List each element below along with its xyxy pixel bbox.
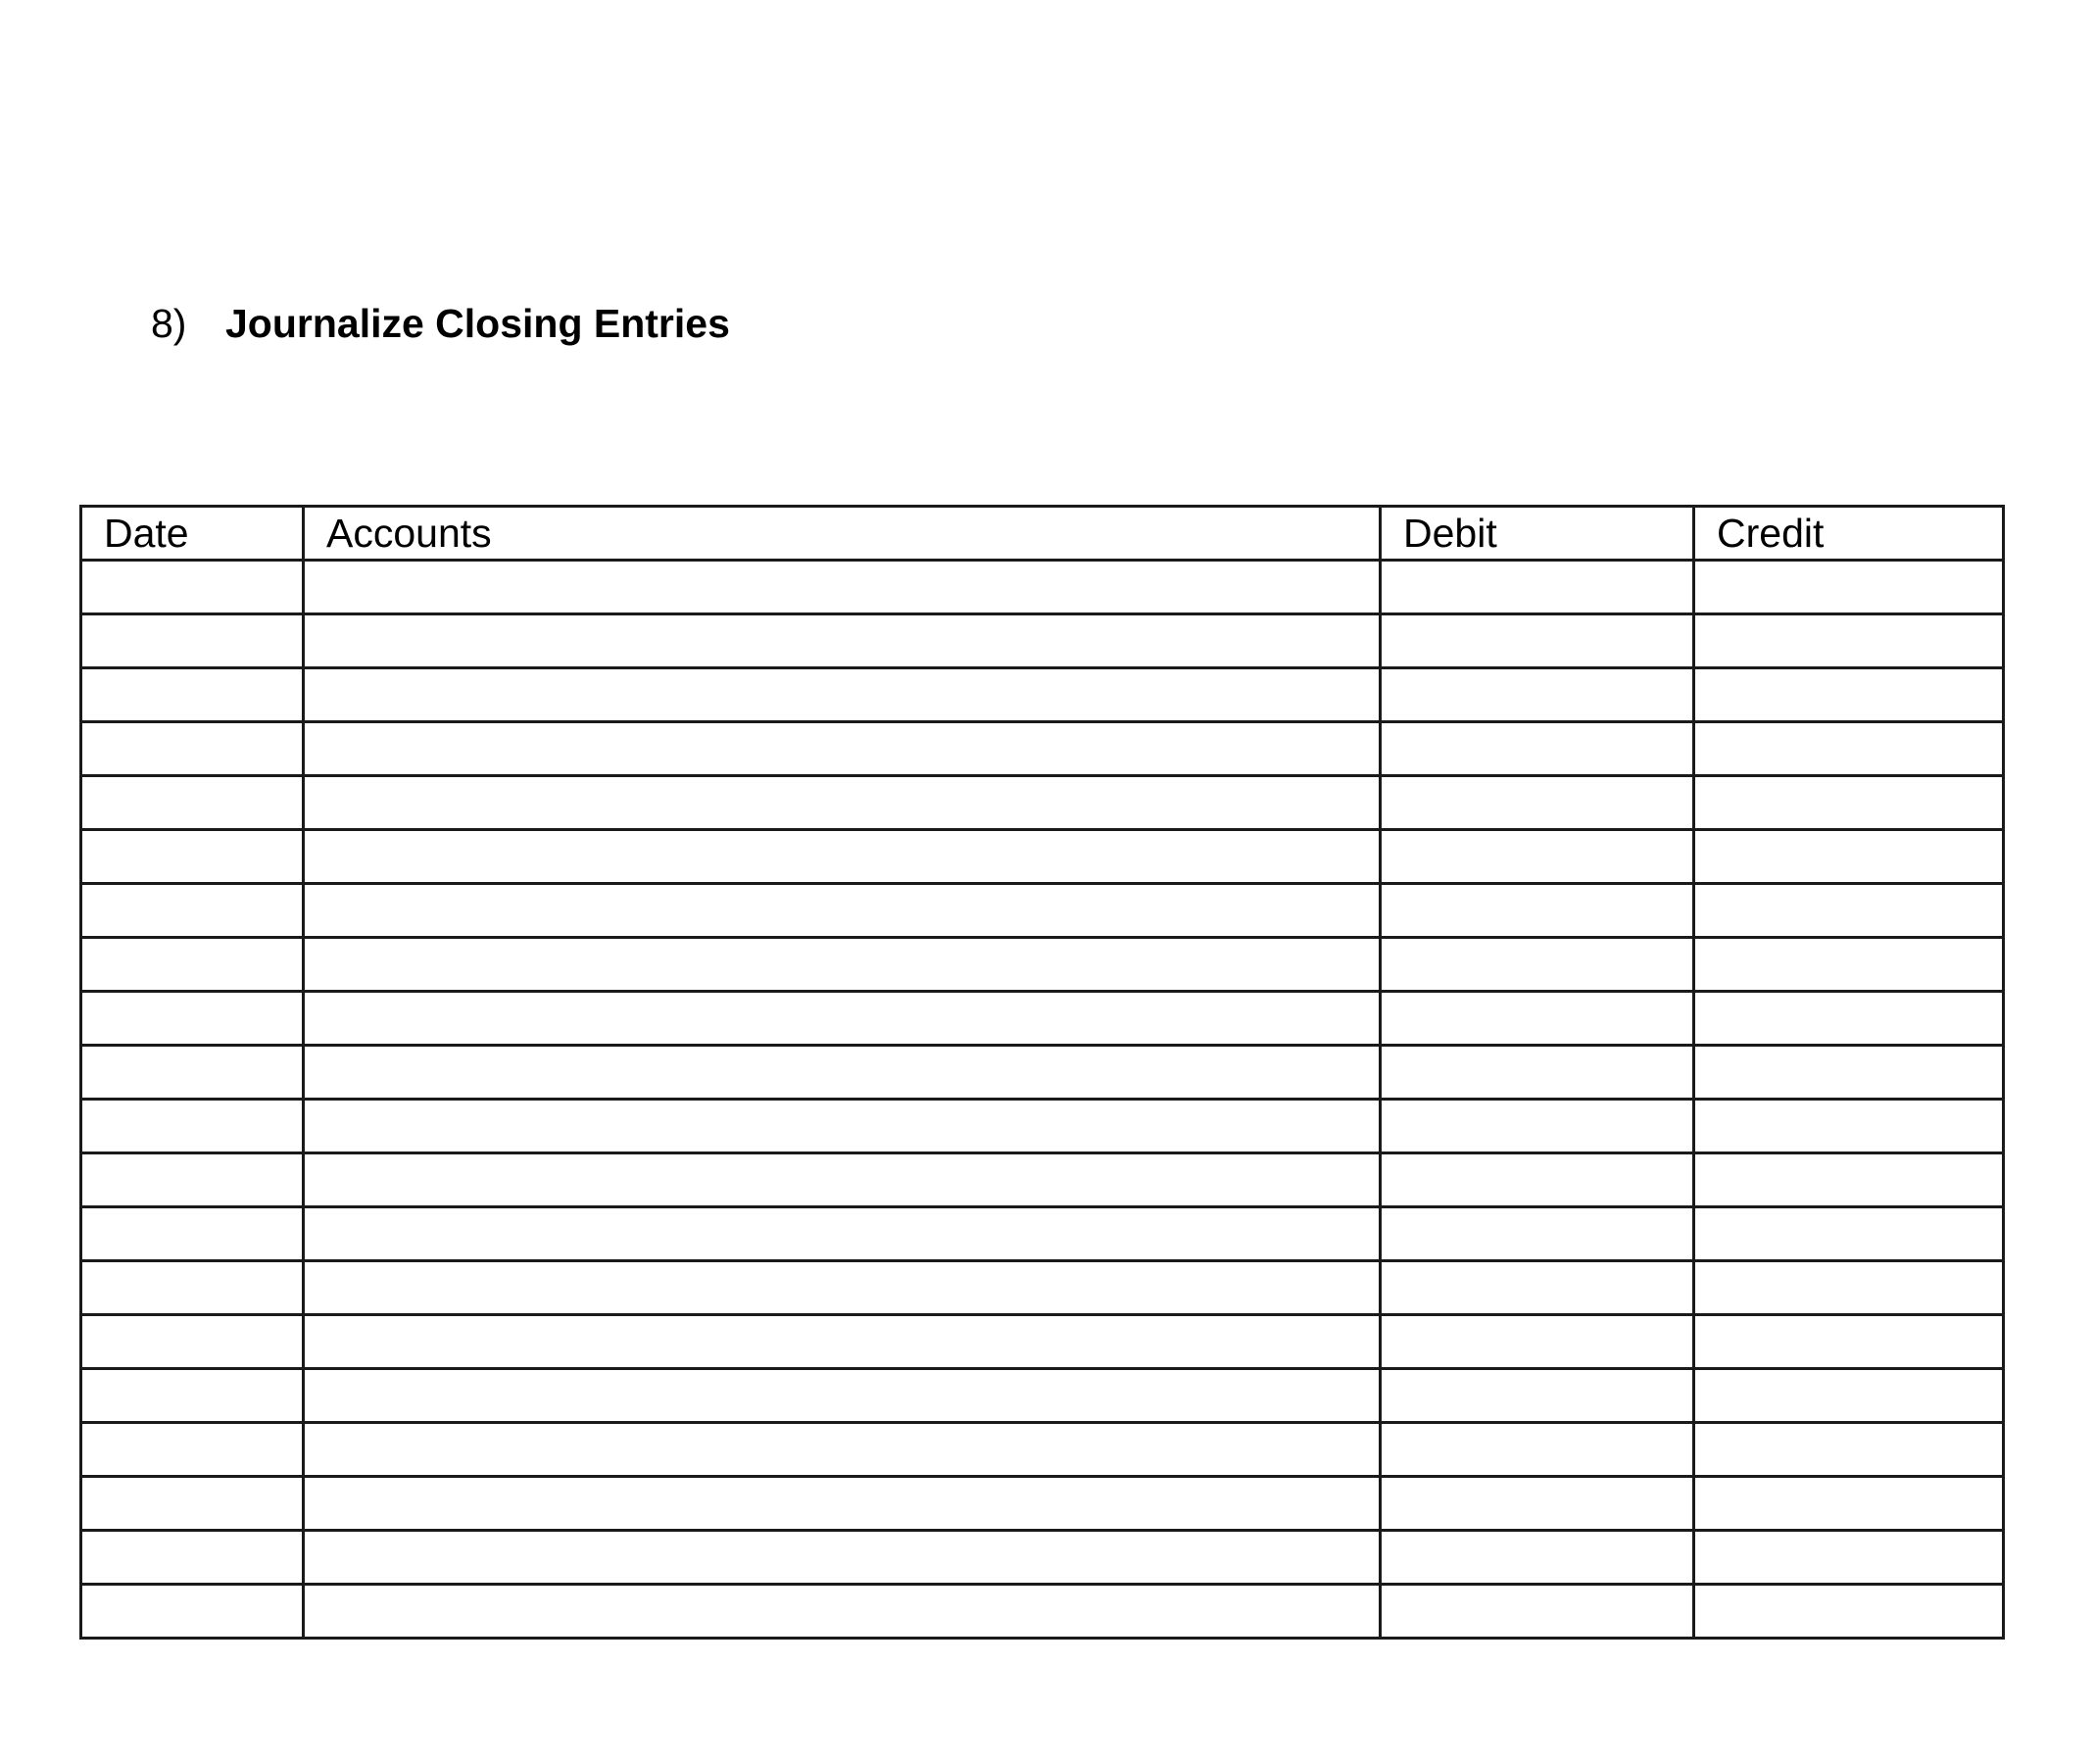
credit-cell[interactable]: [1694, 1207, 2004, 1261]
credit-cell[interactable]: [1694, 668, 2004, 722]
date-cell[interactable]: [81, 614, 304, 668]
accounts-cell[interactable]: [304, 830, 1381, 884]
section-title: Journalize Closing Entries: [225, 301, 730, 346]
debit-cell[interactable]: [1381, 614, 1694, 668]
accounts-cell[interactable]: [304, 1423, 1381, 1477]
table-row: [81, 561, 2004, 614]
table-row: [81, 614, 2004, 668]
accounts-cell[interactable]: [304, 1531, 1381, 1585]
accounts-cell[interactable]: [304, 776, 1381, 830]
credit-cell[interactable]: [1694, 992, 2004, 1046]
table-row: [81, 884, 2004, 938]
accounts-cell[interactable]: [304, 1046, 1381, 1100]
date-cell[interactable]: [81, 1423, 304, 1477]
table-row: [81, 1207, 2004, 1261]
table-row: [81, 1261, 2004, 1315]
accounts-cell[interactable]: [304, 938, 1381, 992]
journal-table: [79, 505, 2005, 1640]
date-cell[interactable]: [81, 668, 304, 722]
debit-cell[interactable]: [1381, 938, 1694, 992]
date-cell[interactable]: [81, 561, 304, 614]
column-header-date: Date: [81, 507, 304, 561]
date-cell[interactable]: [81, 1585, 304, 1639]
accounts-cell[interactable]: [304, 1207, 1381, 1261]
table-row: [81, 1100, 2004, 1153]
credit-cell[interactable]: [1694, 1423, 2004, 1477]
debit-cell[interactable]: [1381, 1153, 1694, 1207]
date-cell[interactable]: [81, 1531, 304, 1585]
table-row: [81, 776, 2004, 830]
header-row: [81, 507, 2004, 561]
accounts-cell[interactable]: [304, 1477, 1381, 1531]
date-cell[interactable]: [81, 1046, 304, 1100]
column-header-accounts: Accounts: [304, 507, 1381, 561]
accounts-cell[interactable]: [304, 614, 1381, 668]
date-cell[interactable]: [81, 1261, 304, 1315]
section-number: 8): [151, 301, 187, 346]
table-row: [81, 830, 2004, 884]
table-row: [81, 722, 2004, 776]
date-cell[interactable]: [81, 1369, 304, 1423]
date-cell[interactable]: [81, 776, 304, 830]
table-row: [81, 1477, 2004, 1531]
debit-cell[interactable]: [1381, 992, 1694, 1046]
table-row: [81, 1423, 2004, 1477]
credit-cell[interactable]: [1694, 1046, 2004, 1100]
credit-cell[interactable]: [1694, 776, 2004, 830]
column-header-debit: Debit: [1381, 507, 1694, 561]
table-row: [81, 1369, 2004, 1423]
credit-cell[interactable]: [1694, 722, 2004, 776]
table-row: [81, 1585, 2004, 1639]
credit-cell[interactable]: [1694, 1315, 2004, 1369]
table-row: [81, 1046, 2004, 1100]
date-cell[interactable]: [81, 1207, 304, 1261]
accounts-cell[interactable]: [304, 1100, 1381, 1153]
table-row: [81, 1531, 2004, 1585]
debit-cell[interactable]: [1381, 1585, 1694, 1639]
date-cell[interactable]: [81, 884, 304, 938]
credit-cell[interactable]: [1694, 1100, 2004, 1153]
table-row: [81, 938, 2004, 992]
debit-cell[interactable]: [1381, 1369, 1694, 1423]
accounts-cell[interactable]: [304, 992, 1381, 1046]
journal-body: [81, 561, 2004, 1639]
accounts-cell[interactable]: [304, 884, 1381, 938]
table-row: [81, 1153, 2004, 1207]
section-heading: [151, 298, 730, 349]
credit-cell[interactable]: [1694, 1477, 2004, 1531]
accounts-cell[interactable]: [304, 1585, 1381, 1639]
table-row: [81, 992, 2004, 1046]
debit-cell[interactable]: [1381, 1315, 1694, 1369]
credit-cell[interactable]: [1694, 1261, 2004, 1315]
credit-cell[interactable]: [1694, 938, 2004, 992]
credit-cell[interactable]: [1694, 1369, 2004, 1423]
debit-cell[interactable]: [1381, 1207, 1694, 1261]
accounts-cell[interactable]: [304, 1153, 1381, 1207]
debit-cell[interactable]: [1381, 1100, 1694, 1153]
accounts-cell[interactable]: [304, 1261, 1381, 1315]
accounts-cell[interactable]: [304, 1315, 1381, 1369]
accounts-cell[interactable]: [304, 1369, 1381, 1423]
credit-cell[interactable]: [1694, 1585, 2004, 1639]
credit-cell[interactable]: [1694, 884, 2004, 938]
date-cell[interactable]: [81, 1315, 304, 1369]
date-cell[interactable]: [81, 830, 304, 884]
date-cell[interactable]: [81, 1153, 304, 1207]
debit-cell[interactable]: [1381, 722, 1694, 776]
debit-cell[interactable]: [1381, 668, 1694, 722]
credit-cell[interactable]: [1694, 1531, 2004, 1585]
date-cell[interactable]: [81, 1100, 304, 1153]
debit-cell[interactable]: [1381, 776, 1694, 830]
debit-cell[interactable]: [1381, 561, 1694, 614]
credit-cell[interactable]: [1694, 561, 2004, 614]
debit-cell[interactable]: [1381, 1531, 1694, 1585]
debit-cell[interactable]: [1381, 1046, 1694, 1100]
debit-cell[interactable]: [1381, 1477, 1694, 1531]
date-cell[interactable]: [81, 722, 304, 776]
column-header-credit: Credit: [1694, 507, 2004, 561]
debit-cell[interactable]: [1381, 1261, 1694, 1315]
accounts-cell[interactable]: [304, 668, 1381, 722]
accounts-cell[interactable]: [304, 722, 1381, 776]
debit-cell[interactable]: [1381, 830, 1694, 884]
credit-cell[interactable]: [1694, 830, 2004, 884]
credit-cell[interactable]: [1694, 1153, 2004, 1207]
date-cell[interactable]: [81, 992, 304, 1046]
table-row: [81, 668, 2004, 722]
debit-cell[interactable]: [1381, 1423, 1694, 1477]
date-cell[interactable]: [81, 1477, 304, 1531]
table-row: [81, 1315, 2004, 1369]
date-cell[interactable]: [81, 938, 304, 992]
credit-cell[interactable]: [1694, 614, 2004, 668]
debit-cell[interactable]: [1381, 884, 1694, 938]
accounts-cell[interactable]: [304, 561, 1381, 614]
